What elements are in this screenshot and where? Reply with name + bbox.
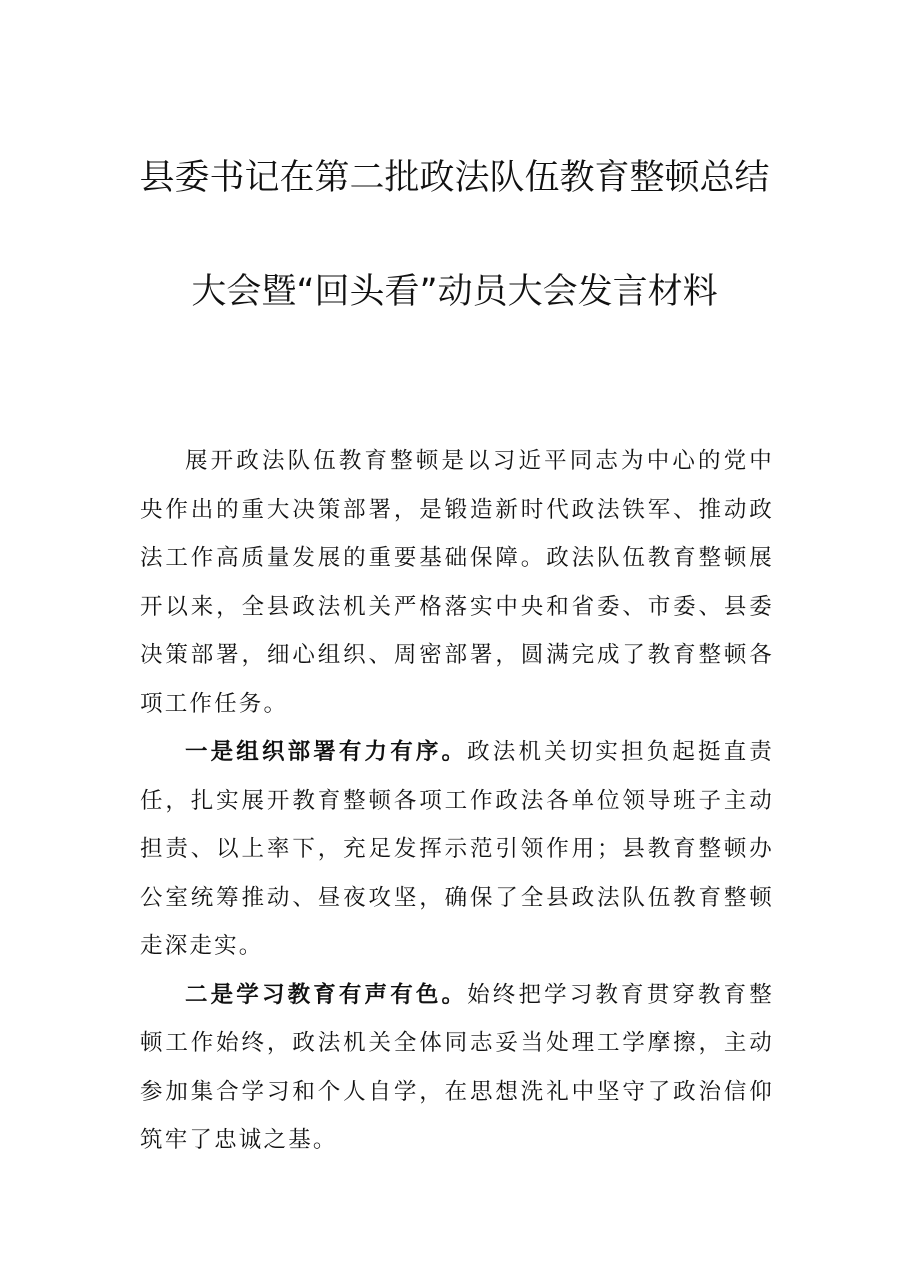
paragraph-lead: 二是学习教育有声有色。 — [185, 981, 468, 1008]
paragraph-text: 展开政法队伍教育整顿是以习近平同志为中心的党中央作出的重大决策部署，是锻造新时代政法铁军、推动政法工作高质量发展的重要基础保障。政法队伍教育整顿展开以来，全县政法机关严格落实中央和省委、市委、县委决策部署，细心组织、周密部署，圆满完成了教育整顿各项工作任务。 — [140, 448, 774, 717]
document-body — [140, 437, 774, 1165]
document-title-line-2: 大会暨“回头看”动员大会发言材料 — [191, 272, 718, 312]
paragraph-intro — [140, 437, 774, 728]
document-title-line-1: 县委书记在第二批政法队伍教育整顿总结 — [139, 158, 770, 198]
paragraph-text: 政法机关切实担负起挺直责任，扎实展开教育整顿各项工作政法各单位领导班子主动担责、以上率下，充足发挥示范引领作用；县教育整顿办公室统筹推动、昼夜攻坚，确保了全县政法队伍教育整顿走深走实。 — [140, 739, 775, 959]
paragraph-study — [140, 971, 774, 1165]
paragraph-lead: 一是组织部署有力有序。 — [185, 739, 468, 765]
paragraph-text: 始终把学习教育贯穿教育整顿工作始终，政法机关全体同志妥当处理工学摩擦，主动参加集合学习和个人自学，在思想洗礼中坚守了政治信仰筑牢了忠诚之基。 — [140, 981, 775, 1153]
paragraph-organization — [140, 728, 774, 971]
